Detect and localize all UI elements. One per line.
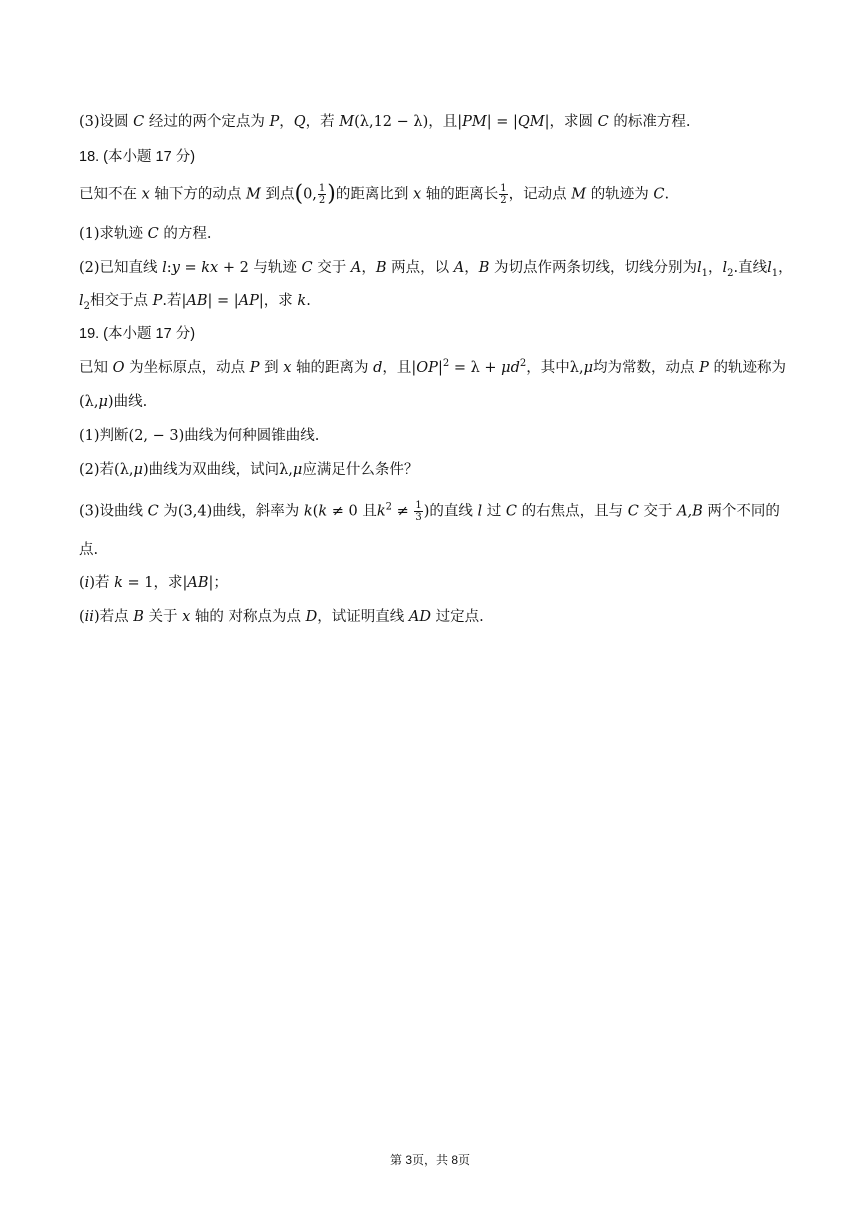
math-var: B: [375, 260, 387, 276]
math-var: AB: [186, 293, 208, 309]
text: ，: [361, 260, 376, 276]
math-var: OP: [416, 360, 438, 376]
math-text: |: [437, 360, 443, 376]
text: (1)求轨迹: [79, 226, 144, 242]
math-text: (: [312, 503, 319, 520]
math-var: k: [297, 293, 307, 309]
q19-part2: [79, 460, 418, 480]
math-var: P: [269, 114, 280, 130]
text: (3)设曲线: [79, 503, 144, 520]
text: ≠ 0 且: [327, 503, 377, 520]
text: )曲线为双曲线，试问λ,: [142, 462, 293, 478]
subscript: 1: [701, 267, 708, 279]
math-text: | = |: [486, 114, 518, 130]
math-var: D: [305, 609, 318, 625]
superscript: 2: [385, 501, 392, 513]
math-var: M: [339, 114, 355, 130]
text: 轴的距离长: [425, 186, 499, 203]
math-text: | = |: [207, 293, 239, 309]
math-var: A: [350, 260, 362, 276]
text: (2)若(λ,: [79, 462, 134, 478]
text: 应满足什么条件？: [302, 462, 419, 478]
q19-part1: (1)判断(2, − 3)曲线为何种圆锥曲线.: [79, 428, 320, 444]
numerator: 1: [415, 500, 422, 511]
math-var: k: [376, 503, 386, 520]
math-var: ii: [84, 609, 94, 625]
math-text: 0,: [303, 186, 317, 203]
text: ，其中λ,: [526, 360, 584, 376]
text: |，求: [258, 293, 293, 309]
math-var: A: [453, 260, 465, 276]
q19-part3-ii: [79, 607, 484, 627]
math-var: C: [653, 186, 665, 203]
math-var: k: [318, 503, 328, 520]
math-var: μ: [98, 394, 108, 410]
math-var: l: [696, 260, 702, 276]
text: (: [79, 575, 85, 591]
math-var: μ: [583, 360, 593, 376]
q19-header: 19. (本小题 17 分): [79, 326, 196, 342]
text: ，且|: [382, 360, 417, 376]
math-var: C: [505, 503, 517, 520]
page-footer: 第 3页，共 8页: [389, 1153, 471, 1167]
fraction-half: [318, 183, 326, 206]
math-var: AB: [187, 575, 209, 591]
text: :: [166, 260, 172, 276]
text: 关于: [148, 609, 178, 625]
text: 相交于点: [90, 293, 149, 309]
text: ，试证明直线: [317, 609, 405, 625]
paren: (: [294, 181, 304, 207]
math-var: x: [182, 609, 191, 625]
text: 的标准方程.: [613, 114, 691, 130]
math-var: x: [283, 360, 292, 376]
fraction-half: [499, 183, 507, 206]
math-var: Q: [293, 114, 306, 130]
text: 过定点.: [435, 609, 484, 625]
text: 的轨迹为: [590, 186, 649, 203]
math-var: P: [152, 293, 163, 309]
math-var: P: [699, 360, 709, 376]
text: ，若: [305, 114, 335, 130]
text: 两个不同的: [707, 503, 780, 520]
text: 为切点作两条切线，切线分别为: [493, 260, 697, 276]
text: 过: [486, 503, 502, 520]
text: ，且|: [428, 114, 463, 130]
math-var: l: [162, 260, 167, 276]
math-var: l: [79, 293, 84, 309]
math-var: C: [147, 226, 159, 242]
math-var: l: [477, 503, 483, 520]
math-var: l: [767, 260, 772, 276]
q17-part3: [79, 112, 690, 132]
q19-part3-line2: 点.: [79, 542, 99, 558]
paren: ): [327, 181, 336, 207]
math-var: μd: [501, 360, 520, 376]
math-var: AD: [408, 609, 431, 625]
text: 已知: [79, 360, 108, 376]
text: 均为常数，动点: [593, 360, 695, 376]
math-var: x: [413, 186, 422, 203]
math-var: C: [597, 114, 609, 130]
math-var: A,B: [677, 503, 703, 520]
text: 交于: [643, 503, 673, 520]
text: 的轨迹称为: [713, 360, 786, 376]
text: 为(3,4)曲线，斜率为: [163, 503, 300, 520]
subscript: 2: [83, 300, 91, 312]
math-text: = 1，求|: [122, 575, 188, 591]
denominator: 3: [415, 512, 422, 523]
q18-part1: [79, 224, 211, 244]
math-text: =: [179, 260, 202, 276]
math-var: PM: [462, 114, 487, 130]
text: ，: [708, 260, 723, 276]
q19-part3-i: [79, 573, 228, 593]
math-var: μ: [292, 462, 303, 478]
text: .: [664, 186, 670, 203]
text: 交于: [317, 260, 347, 276]
math-var: x: [141, 186, 150, 203]
text: .若|: [162, 293, 187, 309]
q18-part2-line1: [79, 258, 793, 278]
q18-stem: [79, 183, 669, 206]
math-var: μ: [133, 462, 143, 478]
text: 到: [264, 360, 279, 376]
math-var: AP: [238, 293, 259, 309]
math-var: C: [301, 260, 313, 276]
math-var: y: [171, 260, 180, 276]
math-text: = λ +: [449, 360, 502, 376]
text: 的距离比到: [335, 186, 409, 203]
text: (2)已知直线: [79, 260, 158, 276]
math-var: C: [133, 114, 145, 130]
math-var: kx: [201, 260, 219, 276]
math-var: i: [84, 575, 90, 591]
math-var: d: [373, 360, 383, 376]
subscript: 2: [727, 267, 734, 279]
text: 轴的 对称点为点: [194, 609, 302, 625]
math-var: k: [114, 575, 123, 591]
text: 已知不在: [79, 186, 137, 203]
superscript: 2: [442, 358, 450, 370]
denominator: 2: [500, 195, 507, 206]
math-var: k: [303, 503, 313, 520]
q18-part2-line2: [79, 291, 311, 311]
text: 到点: [265, 186, 295, 203]
superscript: 2: [519, 358, 527, 370]
numerator: 1: [500, 183, 507, 194]
q19-part3-line1: [79, 500, 780, 523]
text: 的右焦点，且与: [521, 503, 624, 520]
text: (3)设圆: [79, 114, 129, 130]
text: )若: [89, 575, 110, 591]
text: (λ,: [79, 394, 99, 410]
text: )的直线: [423, 503, 473, 520]
math-var: M: [571, 186, 587, 203]
q19-stem-line2: [79, 392, 147, 412]
math-var: O: [112, 360, 125, 376]
math-var: C: [147, 503, 159, 520]
denominator: 2: [318, 195, 326, 206]
subscript: 1: [771, 267, 779, 279]
math-var: QM: [517, 114, 545, 130]
math-var: C: [627, 503, 639, 520]
text: 的方程.: [163, 226, 212, 242]
text: 经过的两个定点为: [148, 114, 265, 130]
math-var: M: [246, 186, 261, 203]
text: ，记动点: [508, 186, 567, 203]
text: 轴下方的动点: [154, 186, 242, 203]
math-text: ≠: [392, 503, 414, 520]
text: |，求圆: [544, 114, 593, 130]
text: .: [306, 293, 311, 309]
q19-stem-line1: [79, 358, 786, 378]
text: ，: [279, 114, 294, 130]
math-var: B: [133, 609, 144, 625]
text: + 2 与轨迹: [218, 260, 297, 276]
text: ，: [778, 260, 793, 276]
math-var: B: [478, 260, 490, 276]
text: )曲线.: [107, 394, 148, 410]
fraction-third: [414, 500, 422, 523]
text: ，: [464, 260, 479, 276]
text: )若点: [93, 609, 129, 625]
text: 轴的距离为: [296, 360, 369, 376]
math-var: l: [722, 260, 728, 276]
text: .直线: [733, 260, 768, 276]
math-var: P: [249, 360, 260, 376]
text: 为坐标原点，动点: [129, 360, 246, 376]
q18-header: 18. (本小题 17 分): [79, 149, 196, 165]
math-text: (λ,12 − λ): [354, 114, 429, 130]
text: |；: [208, 575, 228, 591]
text: 两点，以: [391, 260, 450, 276]
numerator: 1: [318, 183, 326, 194]
text: (: [79, 609, 85, 625]
